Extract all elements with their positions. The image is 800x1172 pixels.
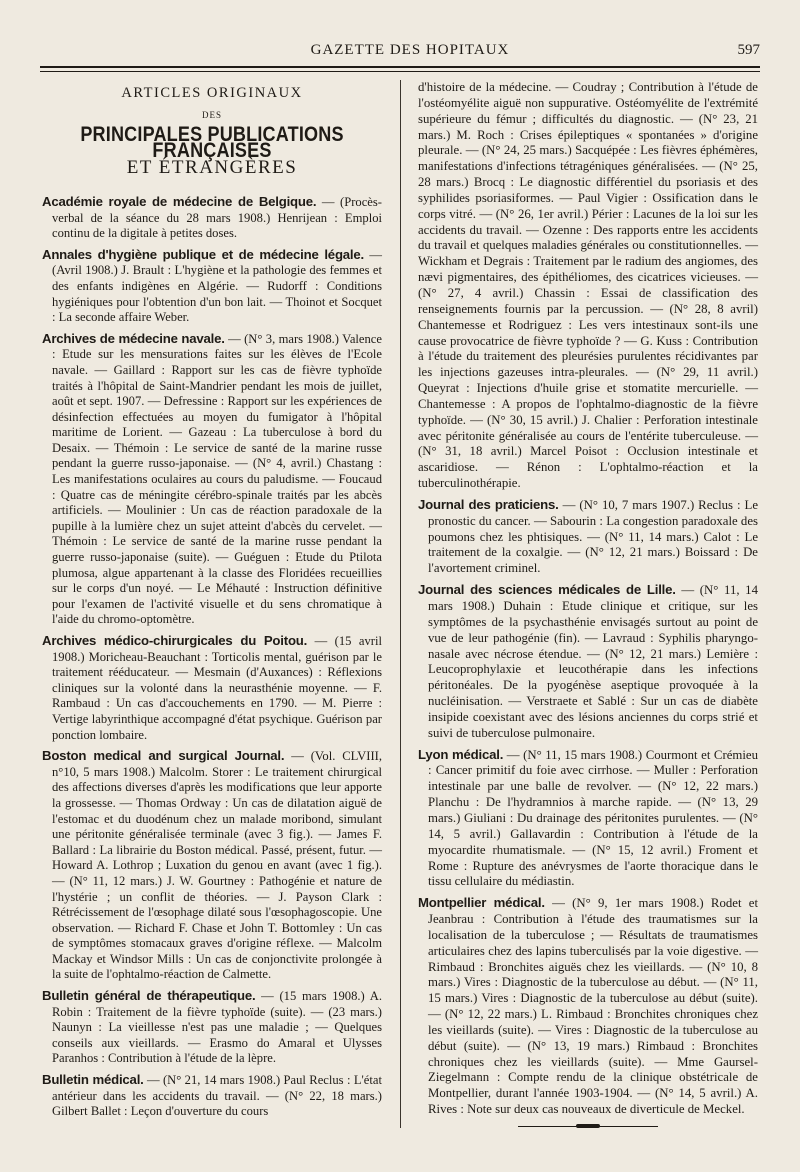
journal-name: Bulletin médical.: [42, 1072, 144, 1088]
right-column: [418, 80, 758, 1127]
journal-contents: — (N° 21, 14 mars 1908.) Paul Reclus : L'état antérieur dans les accidents du travail. — (N° 22, 18 mars.) Gilbert Ballet : Leçon d'ouverture du cours: [52, 1073, 382, 1119]
journal-name: Archives médico-chirurgicales du Poitou.: [42, 633, 308, 648]
header-rule-thick: [40, 66, 760, 68]
section-heading-line-3: PRINCIPALES PUBLICATIONS FRANÇAISES: [80, 123, 344, 162]
journal-name: Lyon médical.: [418, 746, 504, 762]
journal-entry: [42, 988, 382, 1067]
journal-name: Archives de médecine navale.: [42, 330, 225, 346]
section-heading-line-1: ARTICLES ORIGINAUX: [121, 85, 303, 101]
journal-contents: — (N° 11, 14 mars 1908.) Duhain : Etude clinique et critique, sur les symptômes de la psychasthénie envisagés surtout au point de vue de leur pathogénie (fin). — Lavraud : Syphilis pharyngo-nasale avec nécrose étendue. — (N° 12, 21 mars.) Lemière : Leucoprophylaxie et leucothérapie dans les infections péritonéales. De la pyogénèse aseptique provoquée à la nucléinisation. — Verstraete et Sablé : Sur un cas de diabète insipide coexistant avec des lésions anciennes du corps strié et suivi de tuberculose pulmonaire.: [428, 583, 758, 740]
section-heading: [42, 85, 382, 179]
journal-contents: — (N° 11, 15 mars 1908.) Courmont et Crémieu : Cancer primitif du foie avec cirrhose. — Muller : Perforation intestinale par une balle de revolver. — (N° 12, 22 mars.) Planchu : De l'hydramnios à marche rapide. — (N° 13, 29 mars.) Giuliani : Du drainage des péritonites purulentes. — (N° 14, 5 avril.) Gallavardin : Contribution à l'étude de la myocardite rhumatismale. — (N° 15, 12 avril.) Froment et Rome : Rupture des anévrysmes de l'aorte thoracique dans le tissu cellulaire du médiastin.: [428, 747, 758, 889]
left-column: [42, 80, 382, 1125]
journal-entry: [42, 1072, 382, 1120]
running-header: [60, 38, 760, 62]
journal-name: Journal des praticiens.: [418, 496, 559, 512]
journal-contents: — (Avril 1908.) J. Brault : L'hygiène et la pathologie des femmes et des enfants indigènes en Algérie. — Rudorff : Conditions hygiéniques pour l'obtention d'un bon lait. — Thoinot et Socquet : La seconde affaire Weber.: [52, 247, 382, 325]
journal-contents: — (Vol. CLVIII, n°10, 5 mars 1908.) Malcolm. Storer : Le traitement chirurgical des affections diverses d'après les modifications que leur apporte la grossesse. — Thomas Ordway : Un cas de dilatation aiguë de l'estomac et du duodénum chez un malade moribond, simulant une péritonite généralisée terminale (avec 3 fig.). — James F. Ballard : La librairie du Boston médical. Passé, présent, futur. — Howard A. Lothrop ; Luxation du genou en avant (avec 1 fig.). — (N° 11, 12 mars.) J. W. Gourtney : Pathogénie et nature de l'hystérie ; un conflit de théories. — J. Payson Clark : Rétrécissement de l'œsophage dilaté sous l'œsophagoscopie. Une observation. — Richard F. Chase et John T. Bottomley : Un cas de symptômes stomacaux graves d'origine réflexe. — Malcolm Mackay et Windsor Mills : Un cas de conjonctivite prolongée à la suite de l'ophtalmo-réaction de Calmette.: [52, 749, 383, 982]
journal-contents: — (15 avril 1908.) Moricheau-Beauchant : Torticolis mental, guérison par le traitement rééducateur. — Mesmain (d'Auxances) : Réflexions cliniques sur la volonté dans la neurasthénie moyenne. — F. Rambaud : Un cas d'accouchements en 1790. — M. Pierre : Vertige labyrinthique accompagné d'état psychique. Guérison par ponction lombaire.: [52, 634, 382, 742]
journal-name: Boston medical and surgical Journal.: [42, 748, 285, 764]
journal-entry: [42, 247, 382, 326]
journal-entry: [418, 497, 758, 577]
column-divider: [400, 80, 401, 1128]
end-ornament-rule: [518, 1126, 658, 1127]
journal-contents: — (N° 9, 1er mars 1908.) Rodet et Jeanbrau : Contribution à l'étude des traumatismes sur la localisation de la tuberculose ; — Résultats de traumatismes articulaires chez des lapins tuberculisés par la voie digestive. — Rimbaud : Bronchites aiguës chez les vieillards. — (N° 10, 8 mars.) Vires : Diagnostic de la tuberculose au début. — (N° 11, 15 mars.) Vires : Diagnostic de la tuberculose au début (suite). — (N° 12, 22 mars.) L. Rimbaud : Bronchites chroniques chez les vieillards (suite). — Vires : Diagnostic de la tuberculose au début (suite). — (N° 13, 19 mars.) Rimbaud : Bronchites chroniques chez les vieillards (suite). — Mme Gaursel-Ziegelmann : Compte rendu de la clinique obstétricale de Montpellier, durant l'année 1903-1904. — (N° 14, 5 avril.) A. Rives : Note sur deux cas nouveaux de diverticule de Meckel.: [428, 896, 758, 1117]
journal-contents: — (15 mars 1908.) A. Robin : Traitement de la fièvre typhoïde (suite). — (23 mars.) Naunyn : La vieillesse n'est pas une maladie ; — Quelques conseils aux vieillards. — Erasmo do Amaral et Ulysses Paranhos : Contribution à l'étude de la lèpre.: [52, 989, 382, 1066]
journal-entry: [42, 633, 382, 743]
journal-entry: [42, 748, 382, 983]
journal-entry: [418, 747, 758, 891]
journal-title: GAZETTE DES HOPITAUX: [310, 42, 510, 58]
journal-name: Montpellier médical.: [418, 895, 545, 911]
journal-name: Académie royale de médecine de Belgique.: [42, 193, 317, 209]
journal-entry: [418, 582, 758, 741]
journal-name: Journal des sciences médicales de Lille.: [418, 582, 676, 598]
journal-contents: — (Procès-verbal de la séance du 28 mars 1908.) Henrijean : Emploi continu de la digitale à petites doses.: [52, 194, 382, 241]
journal-entry: [42, 194, 382, 242]
journal-entry: [42, 331, 382, 628]
journal-contents: — (N° 10, 7 mars 1907.) Reclus : Le pronostic du cancer. — Sabourin : La congestion paradoxale des poumons chez les phtisiques. — (N° 11, 14 mars.) Calot : Le traitement de la coxalgie. — (N° 12, 21 mars.) Boissard : De l'avortement criminel.: [428, 497, 759, 576]
journal-name: Annales d'hygiène publique et de médecine légale.: [42, 246, 364, 262]
section-heading-line-4: ET ÉTRANGÈRES: [126, 157, 298, 179]
section-heading-line-2: DES: [201, 109, 222, 120]
header-rule-thin: [40, 71, 760, 72]
journal-entry: [418, 895, 758, 1118]
continued-entry: d'histoire de la médecine. — Coudray ; Contribution à l'étude de l'ostéomyélite aiguë non suppurative. Ostéomyélite de l'extrémité supérieure du fémur ; difficultés du diagnostic. — (N° 23, 21 mars.) M. Roch : Crises épileptiques « spontanées » d'origine pleurale. — (N° 24, 25 mars.) Sacquépée : Les fièvres éphémères, manifestations d'infections tétragéniques généralisées. — (N° 25, 28 mars.) Brocq : Le diagnostic différentiel du psoriasis et des syphilides psoriasiformes. — Paul Vigier : Ossification dans le corps vitré. — (N° 26, 1er avril.) Périer : Lacunes de la loi sur les accidents du travail. — Ozenne : Des rapports entre les accidents du travail et quelques maladies générales ou constitutionnelles. — Wickham et Degrais : Traitement par le radium des angiomes, des nævi pigmentaires, des épithéliomes, des cicatrices vicieuses. — (N° 27, 4 avril.) Chassin : Essai de classification des renseignements fournis par la percussion. — (N° 28, 8 avril) Chantemesse et Rodriguez : Les vers intestinaux sont-ils une cause provocatrice de fièvre typhoïde ? — G. Kuss : Contribution à l'étude du traitement des pleurésies purulentes récidivantes par les injections gazeuses intra-pleurales. — (N° 29, 11 avril.) Queyrat : Injections d'huile grise et stomatite mercurielle. — Chantemesse : A propos de l'ophtalmo-diagnostic de la fièvre typhoïde. — (N° 30, 15 avril.) J. Chalier : Perforation intestinale avec péritonite généralisée au cours de l'entérite tuberculeuse. — (N° 31, 18 avril.) Marcel Poisot : Occlusion intestinale et ascaridiose. — Rénon : L'ophtalmo-réaction et la tuberculinothérapie.: [418, 80, 758, 491]
journal-name: Bulletin général de thérapeutique.: [42, 988, 256, 1004]
page-number: 597: [737, 42, 760, 58]
journal-contents: — (N° 3, mars 1908.) Valence : Etude sur les mensurations faites sur les élèves de l'Ecole navale. — Gaillard : Rapport sur les cas de fièvre typhoïde traités à l'hôpital de Saint-Mandrier pendant les mois de juillet, août et sept. 1907. — Defressine : Rapport sur les expériences de désinfection effectuées au moyen du fumigator à l'hôpital maritime de Lorient. — Gazeau : La tuberculose à bord du Desaix. — Thémoin : Le service de santé de la marine russe pendant la guerre russo-japonaise. — (N° 4, avril.) Chastang : Les manifestations oculaires au cours du paludisme. — Foucaud : Quatre cas de méningite cérébro-spinale traités par les abcès artificiels. — Moulinier : Un cas de réaction paradoxale de la pupille à la lumière chez un sujet atteint d'abcès du cervelet. — Thémoin : Le service de santé de la marine russe pendant la guerre russo-japonaise (suite). — Guéguen : Etude du Ptilota plumosa, algue appartenant à la classe des Floridées recueillies sur le corps d'un noyé. — Le Méhauté : Instruction définitive pour l'examen de l'activité visuelle et du sens chromatique à l'aide du chromo-optomètre.: [52, 331, 382, 627]
